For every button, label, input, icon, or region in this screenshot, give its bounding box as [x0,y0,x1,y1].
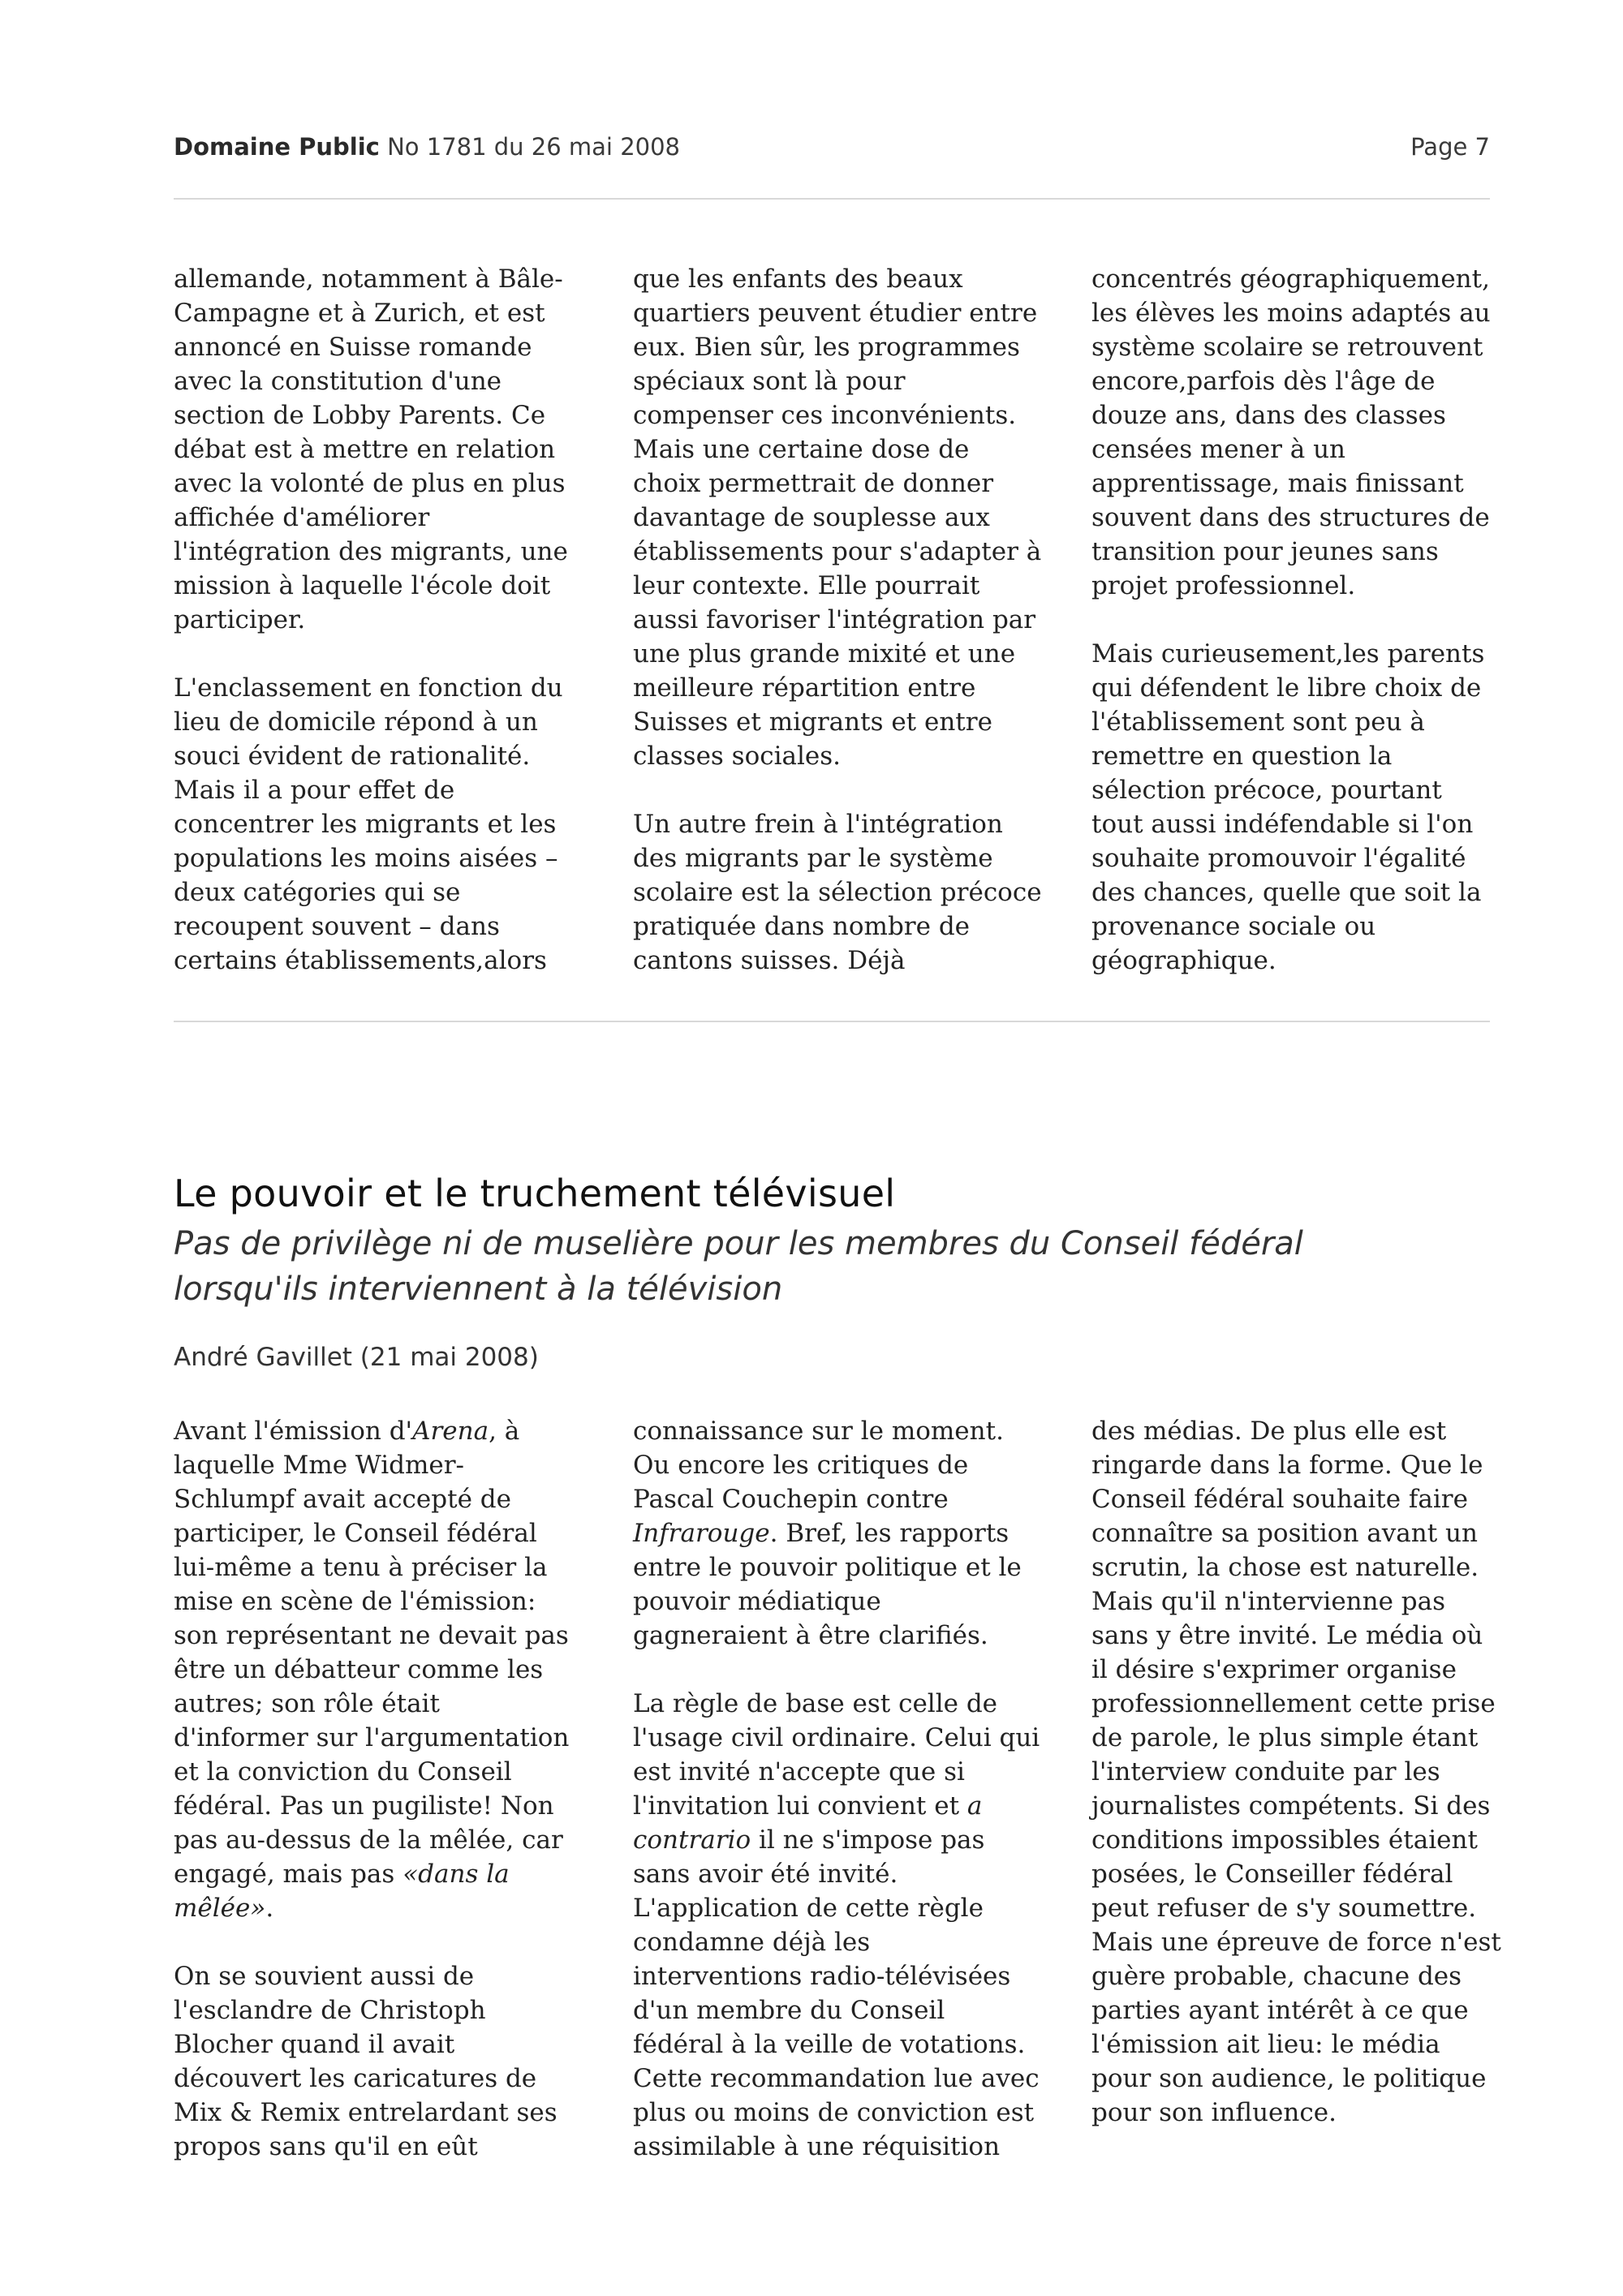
prev-article-column-3 [1091,262,1513,978]
paragraph [633,1687,1055,2164]
page-header [174,133,1490,166]
paragraph [633,1414,1055,1653]
quote-dans-la-melee: «dans la mêlée» [174,1860,510,1923]
prev-article-column-1 [174,262,596,978]
paragraph [174,1414,596,1925]
article-column-2 [633,1414,1055,2164]
article-subtitle: Pas de privilège ni de muselière pour les membres du Conseil fédéral lorsqu'ils interviennent à la télévision [174,1225,1303,1308]
article-column-3 [1091,1414,1513,2130]
paragraph: que les enfants des beaux quartiers peuvent étudier entre eux. Bien sûr, les programmes spéciaux sont là pour compenser ces inconvénients. Mais une certaine dose de choix permettrait de donner davantage de souplesse aux établissements pour s'adapter à leur contexte. Elle pourrait aussi favoriser l'intégration par une plus grande mixité et une meilleure répartition entre Suisses et migrants et entre classes sociales. [633,264,1042,771]
paragraph: allemande, notamment à Bâle- Campagne et à Zurich, et est annoncé en Suisse romande avec la constitution d'une section de Lobby Parents. Ce débat est à mettre en relation avec la volonté de plus en plus affichée d'améliorer l'intégration des migrants, une mission à laquelle l'école doit participer. [174,264,568,634]
paragraph: Un autre frein à l'intégration des migrants par le système scolaire est la sélection précoce pratiquée dans nombre de cantons suisses. Déjà [633,810,1042,975]
prev-article-column-2 [633,262,1055,978]
page-number: Page 7 [1410,133,1490,161]
article-column-1 [174,1414,596,2164]
paragraph: On se souvient aussi de l'esclandre de Christoph Blocher quand il avait découvert les caricatures de Mix & Remix entrelardant ses propos sans qu'il en eût [174,1962,558,2161]
paragraph: Mais curieusement,les parents qui défendent le libre choix de l'établissement sont peu à remettre en question la sélection précoce, pourtant tout aussi indéfendable si l'on souhaite promouvoir l'égalité des chances, quelle que soit la provenance sociale ou géographique. [1091,639,1485,975]
article-byline: André Gavillet (21 mai 2008) [174,1343,539,1372]
text-run: La règle de base est celle de l'usage civil ordinaire. Celui qui est invité n'accepte que si l'invitation lui convient et [633,1689,1040,1821]
text-run: connaissance sur le moment. Ou encore les critiques de Pascal Couchepin contre [633,1417,1004,1514]
show-name-arena: Arena [412,1417,489,1446]
paragraph: concentrés géographiquement, les élèves les moins adaptés au système scolaire se retrouvent encore,parfois dès l'âge de douze ans, dans des classes censées mener à un apprentissage, mais finissant souvent dans des structures de transition pour jeunes sans projet professionnel. [1091,264,1491,600]
text-run: il ne s'impose pas sans avoir été invité. L'application de cette règle condamne déjà les interventions radio-télévisées d'un membre du Conseil fédéral à la veille de votations. Cette recommandation lue avec plus ou moins de conviction est assimilable à une réquisition [633,1825,1040,2161]
header-divider [174,198,1490,200]
issue-info: No 1781 du 26 mai 2008 [387,133,680,161]
publication-name: Domaine Public [174,133,380,161]
paragraph: des médias. De plus elle est ringarde dans la forme. Que le Conseil fédéral souhaite faire connaître sa position avant un scrutin, la chose est naturelle. Mais qu'il n'intervienne pas sans y être invité. Le média où il désire s'exprimer organise professionnellement cette prise de parole, le plus simple étant l'interview conduite par les journalistes compétents. Si des conditions impossibles étaient posées, le Conseiller fédéral peut refuser de s'y soumettre. Mais une épreuve de force n'est guère probable, chacune des parties ayant intérêt à ce que l'émission ait lieu: le média pour son audience, le politique pour son influence. [1091,1417,1501,2127]
publication-info [174,133,680,161]
text-run: , à laquelle Mme Widmer- Schlumpf avait accepté de participer, le Conseil fédéral lui-même a tenu à préciser la mise en scène de l'émission: son représentant ne devait pas être un débatteur comme les autres; son rôle était d'informer sur l'argumentation et la conviction du Conseil fédéral. Pas un pugiliste! Non pas au-dessus de la mêlée, car engagé, mais pas [174,1417,570,1889]
text-run: Avant l'émission d' [174,1417,413,1446]
text-run: . [265,1894,274,1923]
article-title: Le pouvoir et le truchement télévisuel [174,1172,896,1215]
show-name-infrarouge: Infrarouge [633,1519,770,1548]
phrase-a-contrario: a contrario [633,1791,983,1855]
paragraph: L'enclassement en fonction du lieu de domicile répond à un souci évident de rationalité. Mais il a pour effet de concentrer les migrants et les populations les moins aisées – deux catégories qui se recoupent souvent – dans certains établissements,alors [174,673,563,975]
text-run: . Bref, les rapports entre le pouvoir politique et le pouvoir médiatique gagneraient à être clarifiés. [633,1519,1022,1650]
article-divider [174,1021,1490,1022]
